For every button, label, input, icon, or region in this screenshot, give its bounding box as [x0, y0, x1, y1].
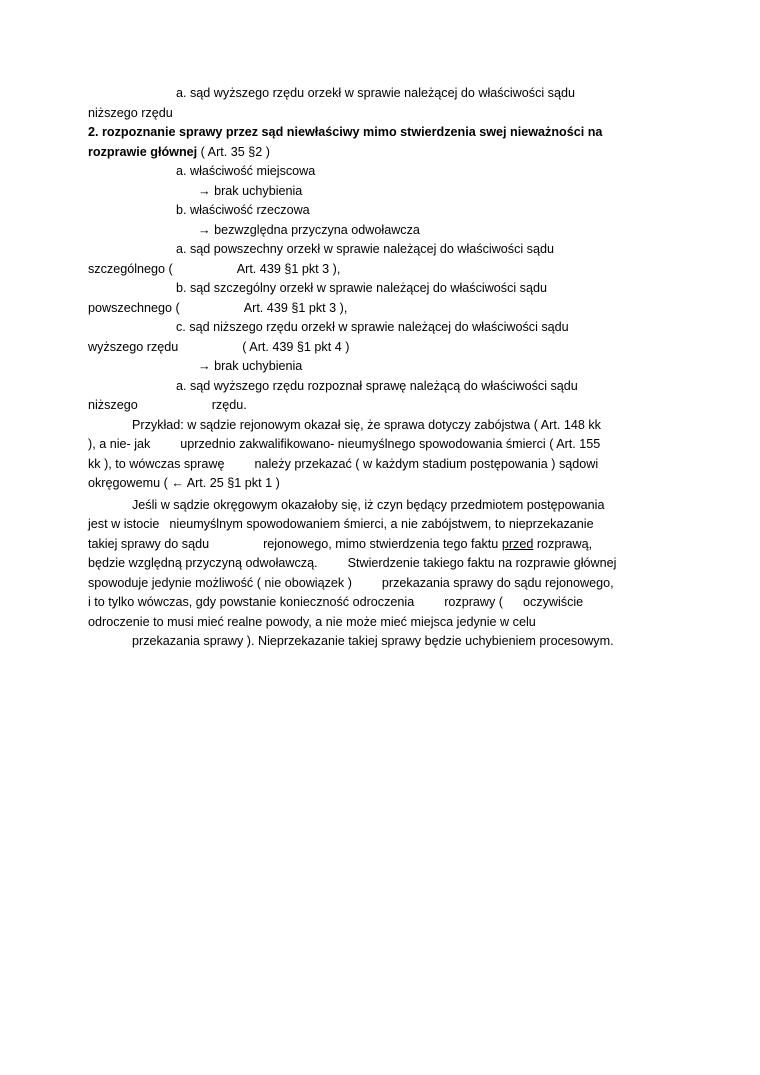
body-paragraph-line-7 — [88, 613, 672, 633]
article-reference: ( Art. 439 §1 pkt 4 ) — [242, 339, 350, 354]
text-run: szczególnego ( — [88, 261, 173, 276]
list-arrow-brak-uchybienia — [88, 182, 672, 202]
document-body — [88, 84, 672, 652]
text-run: odroczenie to musi mieć realne powody, a nie może mieć miejsca jedynie w celu — [88, 614, 536, 629]
list-arrow-bezwzgledna — [88, 221, 672, 241]
text-run: rejonowego, mimo stwierdzenia tego faktu — [263, 536, 502, 551]
list-item-c-nizszego — [88, 318, 672, 338]
text-run: b. właściwość rzeczowa — [176, 203, 310, 218]
text-run: rozprawą, — [533, 536, 593, 551]
text-run: wyższego rzędu — [88, 339, 179, 354]
text-run: powszechnego ( — [88, 300, 180, 315]
text-run: a. sąd powszechny orzekł w sprawie należącej do właściwości sądu — [176, 242, 554, 257]
list-item-a-powszechny-cont — [88, 260, 672, 280]
article-reference: Art. 439 §1 pkt 3 ), — [236, 261, 341, 276]
text-run: a. właściwość miejscowa — [176, 164, 316, 179]
text-run: niższego rzędu — [88, 105, 173, 120]
text-run: rozprawy ( — [444, 595, 503, 610]
text-run: okręgowemu ( ← Art. 25 §1 pkt 1 ) — [88, 476, 280, 491]
text-run: → bezwzględna przyczyna odwoławcza — [198, 222, 420, 237]
text-run: nieumyślnym spowodowaniem śmierci, a nie zabójstwem, to nieprzekazanie — [169, 517, 594, 532]
heading-numbered — [88, 123, 672, 143]
text-run: będzie względną przyczyną odwoławczą. — [88, 556, 318, 571]
list-arrow-brak-uchybienia-2 — [88, 357, 672, 377]
text-run: Przykład: w sądzie rejonowym okazał się, że sprawa dotyczy zabójstwa ( Art. 148 kk — [132, 417, 601, 432]
list-item-b-rzeczowa — [88, 201, 672, 221]
list-item-b-szczegolny-cont — [88, 299, 672, 319]
text-run: Stwierdzenie takiego faktu na rozprawie głównej — [347, 556, 617, 571]
body-paragraph-line-4 — [88, 554, 672, 574]
example-paragraph-line-4 — [88, 474, 672, 494]
list-item-a-powszechny — [88, 240, 672, 260]
example-paragraph-line-3 — [88, 455, 672, 475]
text-run: → brak uchybienia — [198, 183, 303, 198]
body-paragraph-line-5 — [88, 574, 672, 594]
body-paragraph-line-6 — [88, 593, 672, 613]
list-item-c-nizszego-cont — [88, 338, 672, 358]
example-paragraph-line-2 — [88, 435, 672, 455]
list-item-b-szczegolny — [88, 279, 672, 299]
body-paragraph-line-1 — [88, 496, 672, 516]
heading-numbered-continued — [88, 143, 672, 163]
heading-reference: ( Art. 35 §2 ) — [197, 144, 270, 159]
text-run: należy przekazać ( w każdym stadium postępowania ) sądowi — [254, 456, 599, 471]
emphasis-underline: przed — [501, 536, 534, 551]
text-run: niższego — [88, 398, 138, 413]
paragraph-line — [88, 84, 672, 104]
text-run: → brak uchybienia — [198, 359, 303, 374]
text-run: jest w istocie — [88, 517, 160, 532]
article-reference: Art. 439 §1 pkt 3 ), — [243, 300, 348, 315]
list-item-a-wyzszego — [88, 377, 672, 397]
text-run: ), a nie- jak — [88, 437, 151, 452]
body-paragraph-line-8 — [88, 632, 672, 652]
text-run: przekazania sprawy do sądu rejonowego, — [381, 575, 614, 590]
text-run: rzędu. — [211, 398, 247, 413]
text-run: a. sąd wyższego rzędu orzekł w sprawie należącej do właściwości sądu — [176, 86, 575, 100]
text-run: c. sąd niższego rzędu orzekł w sprawie należącej do właściwości sądu — [176, 320, 569, 335]
text-run: przekazania sprawy ). Nieprzekazanie takiej sprawy będzie uchybieniem procesowym. — [132, 634, 614, 649]
heading-text: 2. rozpoznanie sprawy przez sąd niewłaściwy mimo stwierdzenia swej nieważności na — [88, 125, 603, 140]
text-run: oczywiście — [522, 595, 584, 610]
text-run: a. sąd wyższego rzędu rozpoznał sprawę należącą do właściwości sądu — [176, 378, 578, 393]
heading-text-cont: rozprawie głównej — [88, 144, 198, 159]
list-item-a-miejscowa — [88, 162, 672, 182]
text-run: takiej sprawy do sądu — [88, 536, 210, 551]
list-item-a-wyzszego-cont — [88, 396, 672, 416]
body-paragraph-line-3 — [88, 535, 672, 555]
text-run: kk ), to wówczas sprawę — [88, 456, 225, 471]
example-paragraph-line-1 — [88, 416, 672, 436]
text-run: spowoduje jedynie możliwość ( nie obowiązek ) — [88, 575, 352, 590]
text-run: Jeśli w sądzie okręgowym okazałoby się, iż czyn będący przedmiotem postępowania — [132, 497, 605, 512]
body-paragraph-line-2 — [88, 515, 672, 535]
paragraph-line — [88, 104, 672, 124]
text-run: i to tylko wówczas, gdy powstanie konieczność odroczenia — [88, 595, 415, 610]
text-run: uprzednio zakwalifikowano- nieumyślnego spowodowania śmierci ( Art. 155 — [180, 437, 601, 452]
text-run: b. sąd szczególny orzekł w sprawie należącej do właściwości sądu — [176, 281, 547, 296]
